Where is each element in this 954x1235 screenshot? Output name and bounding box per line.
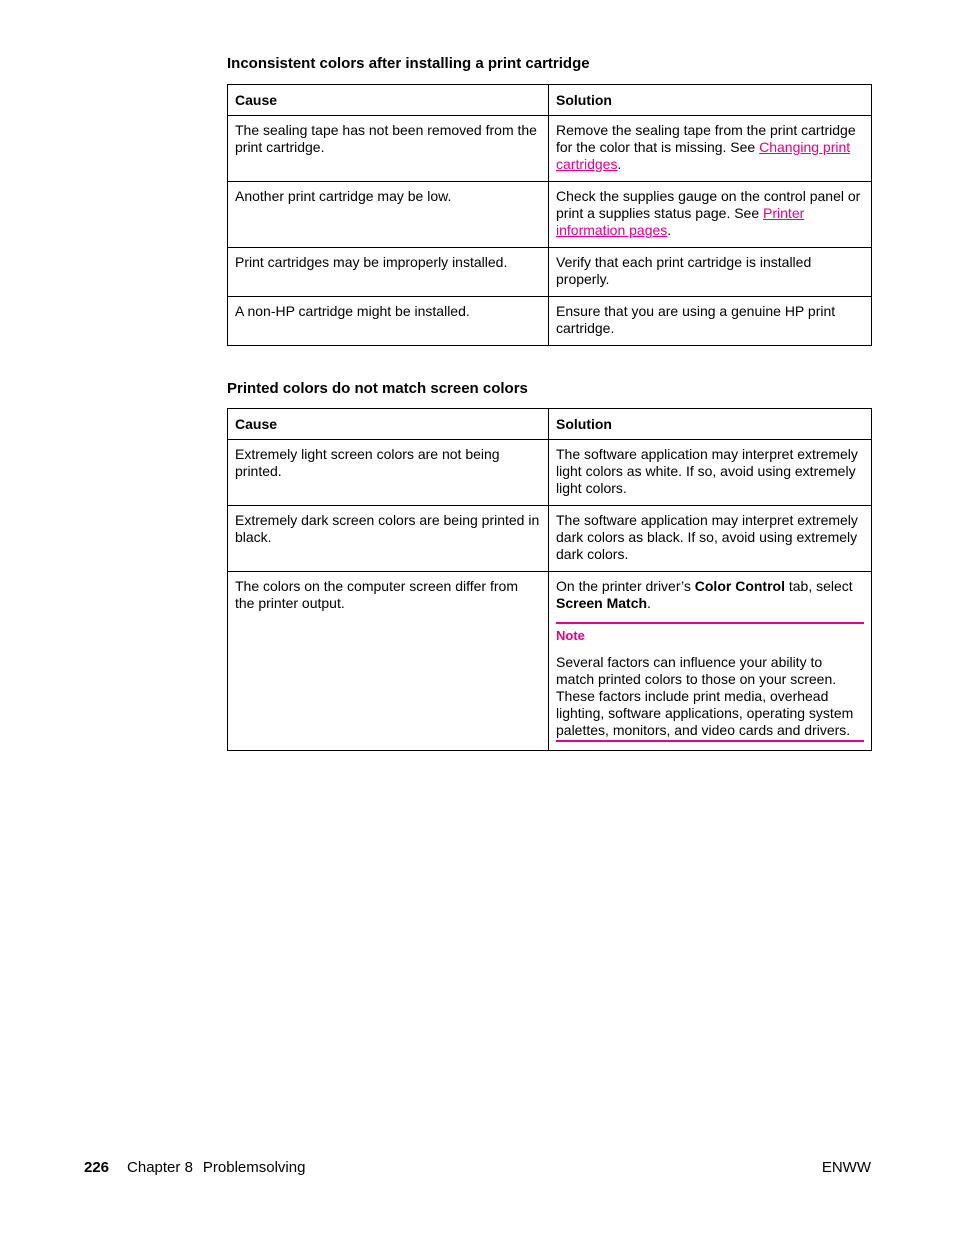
cause-cell: The sealing tape has not been removed from the print cartridge.	[228, 116, 549, 182]
solution-cell	[549, 116, 872, 182]
table-row	[228, 182, 872, 248]
table-row	[228, 506, 872, 572]
table-row	[228, 440, 872, 506]
solution-text: On the printer driver’s Color Control tab, select Screen Match.	[556, 578, 853, 611]
changing-print-cartridges-link[interactable]: Changing print cartridges	[556, 139, 851, 172]
column-header-solution: Solution	[549, 85, 872, 116]
solution-text: Remove the sealing tape from the print cartridge for the color that is missing. See	[556, 122, 856, 155]
note-title: Note	[556, 628, 585, 643]
note-body: Several factors can influence your ability to match printed colors to those on your screen. These factors include print media, overhead lighting, software applications, operating system palettes, monitors, and video cards and drivers.	[556, 654, 864, 742]
solution-text: Check the supplies gauge on the control panel or print a supplies status page. See	[556, 188, 861, 221]
printer-information-pages-link[interactable]: Printer information pages	[556, 205, 805, 238]
cause-cell: A non-HP cartridge might be installed.	[228, 297, 549, 346]
solution-cell: Ensure that you are using a genuine HP print cartridge.	[549, 297, 872, 346]
solution-cell: Verify that each print cartridge is installed properly.	[549, 248, 872, 297]
cause-cell: Extremely dark screen colors are being printed in black.	[228, 506, 549, 572]
solution-cell	[549, 572, 872, 751]
table-header-row	[228, 409, 872, 440]
section-heading: Printed colors do not match screen colors	[227, 380, 528, 397]
solution-cell: The software application may interpret extremely dark colors as black. If so, avoid using extremely dark colors.	[549, 506, 872, 572]
solution-cell: The software application may interpret extremely light colors as white. If so, avoid using extremely light colors.	[549, 440, 872, 506]
section-heading: Inconsistent colors after installing a print cartridge	[227, 55, 590, 72]
cause-cell: Extremely light screen colors are not being printed.	[228, 440, 549, 506]
cause-cell: Another print cartridge may be low.	[228, 182, 549, 248]
footer-right: ENWW	[821, 1159, 871, 1176]
color-control-term: Color Control	[694, 578, 785, 594]
solution-text-end: .	[667, 222, 672, 238]
table-row	[228, 116, 872, 182]
solution-cell	[549, 182, 872, 248]
chapter-title: Problemsolving	[202, 1159, 306, 1176]
table-screen-colors	[227, 408, 872, 751]
footer-left	[84, 1159, 305, 1177]
column-header-cause: Cause	[228, 409, 549, 440]
column-header-cause: Cause	[228, 85, 549, 116]
note-box	[556, 622, 864, 742]
chapter-label: Chapter 8	[127, 1159, 193, 1176]
table-header-row	[228, 85, 872, 116]
table-row	[228, 572, 872, 751]
screen-match-term: Screen Match	[556, 595, 648, 611]
table-inconsistent-colors	[227, 84, 872, 346]
cause-cell: The colors on the computer screen differ from the printer output.	[228, 572, 549, 751]
table-row	[228, 248, 872, 297]
page-number: 226	[84, 1159, 110, 1176]
solution-text-end: .	[617, 156, 622, 172]
cause-cell: Print cartridges may be improperly installed.	[228, 248, 549, 297]
table-row	[228, 297, 872, 346]
column-header-solution: Solution	[549, 409, 872, 440]
